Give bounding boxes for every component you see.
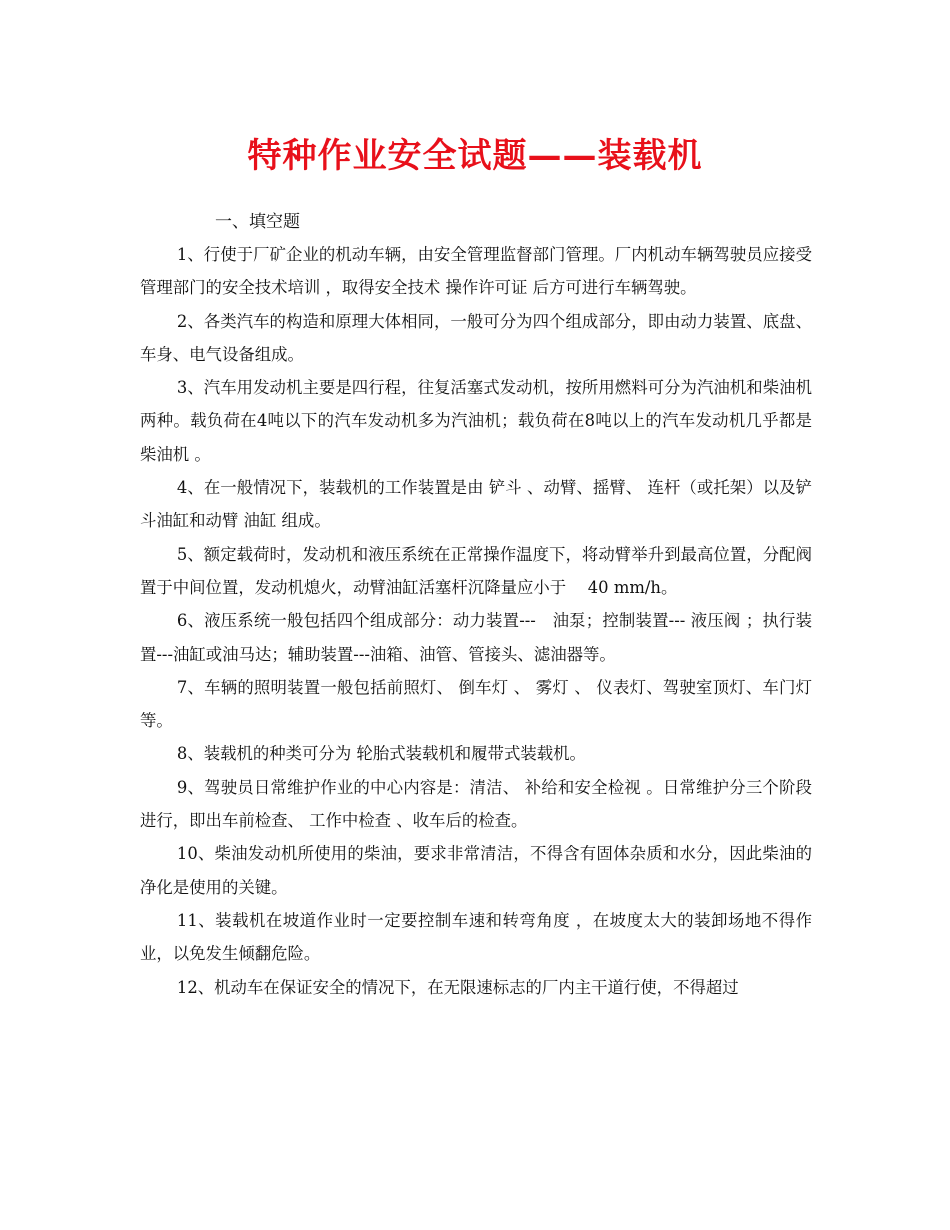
question-paragraph: 6、液压系统一般包括四个组成部分：动力装置--- 油泵；控制装置--- 液压阀 ；执行装置---油缸或油马达；辅助装置---油箱、油管、管接头、滤油器等。 xyxy=(140,611,812,664)
question-paragraph: 12、机动车在保证安全的情况下，在无限速标志的厂内主干道行使，不得超过 xyxy=(176,977,739,997)
question-paragraph: 10、柴油发动机所使用的柴油，要求非常清洁，不得含有固体杂质和水分，因此柴油的净化是使用的关键。 xyxy=(140,844,812,897)
question-paragraph: 9、驾驶员日常维护作业的中心内容是：清洁、 补给和安全检视 。日常维护分三个阶段进行，即出车前检查、 工作中检查 、收车后的检查。 xyxy=(140,777,812,831)
question-paragraph: 11、装载机在坡道作业时一定要控制车速和转弯角度 ，在坡度太大的装卸场地不得作业，以免发生倾翻危险。 xyxy=(140,910,812,964)
question-paragraph: 8、装载机的种类可分为 轮胎式装载机和履带式装载机。 xyxy=(176,744,586,764)
section-heading: 一、填空题 xyxy=(215,212,300,232)
question-paragraph: 7、车辆的照明装置一般包括前照灯、 倒车灯 、 雾灯 、 仪表灯、驾驶室顶灯、车门灯等。 xyxy=(140,677,812,731)
question-paragraph: 3、汽车用发动机主要是四行程，往复活塞式发动机，按所用燃料可分为汽油机和柴油机两种。载负荷在4吨以下的汽车发动机多为汽油机；载负荷在8吨以上的汽车发动机几乎都是柴油机 。 xyxy=(140,378,812,464)
question-paragraph: 4、在一般情况下，装载机的工作装置是由 铲斗 、动臂、摇臂、 连杆（或托架）以及铲斗油缸和动臂 油缸 组成。 xyxy=(140,478,812,531)
document-title: 特种作业安全试题——装载机 xyxy=(247,136,703,176)
question-paragraph: 2、各类汽车的构造和原理大体相同，一般可分为四个组成部分，即由动力装置、底盘、车身、电气设备组成。 xyxy=(140,311,812,364)
document-body xyxy=(140,238,812,1004)
question-paragraph: 5、额定载荷时，发动机和液压系统在正常操作温度下，将动臂举升到最高位置，分配阀置于中间位置，发动机熄火，动臂油缸活塞杆沉降量应小于 40 mm/h。 xyxy=(140,544,812,597)
question-paragraph: 1、行使于厂矿企业的机动车辆，由安全管理监督部门管理。厂内机动车辆驾驶员应接受管理部门的安全技术培训 ，取得安全技术 操作许可证 后方可进行车辆驾驶。 xyxy=(140,245,812,298)
